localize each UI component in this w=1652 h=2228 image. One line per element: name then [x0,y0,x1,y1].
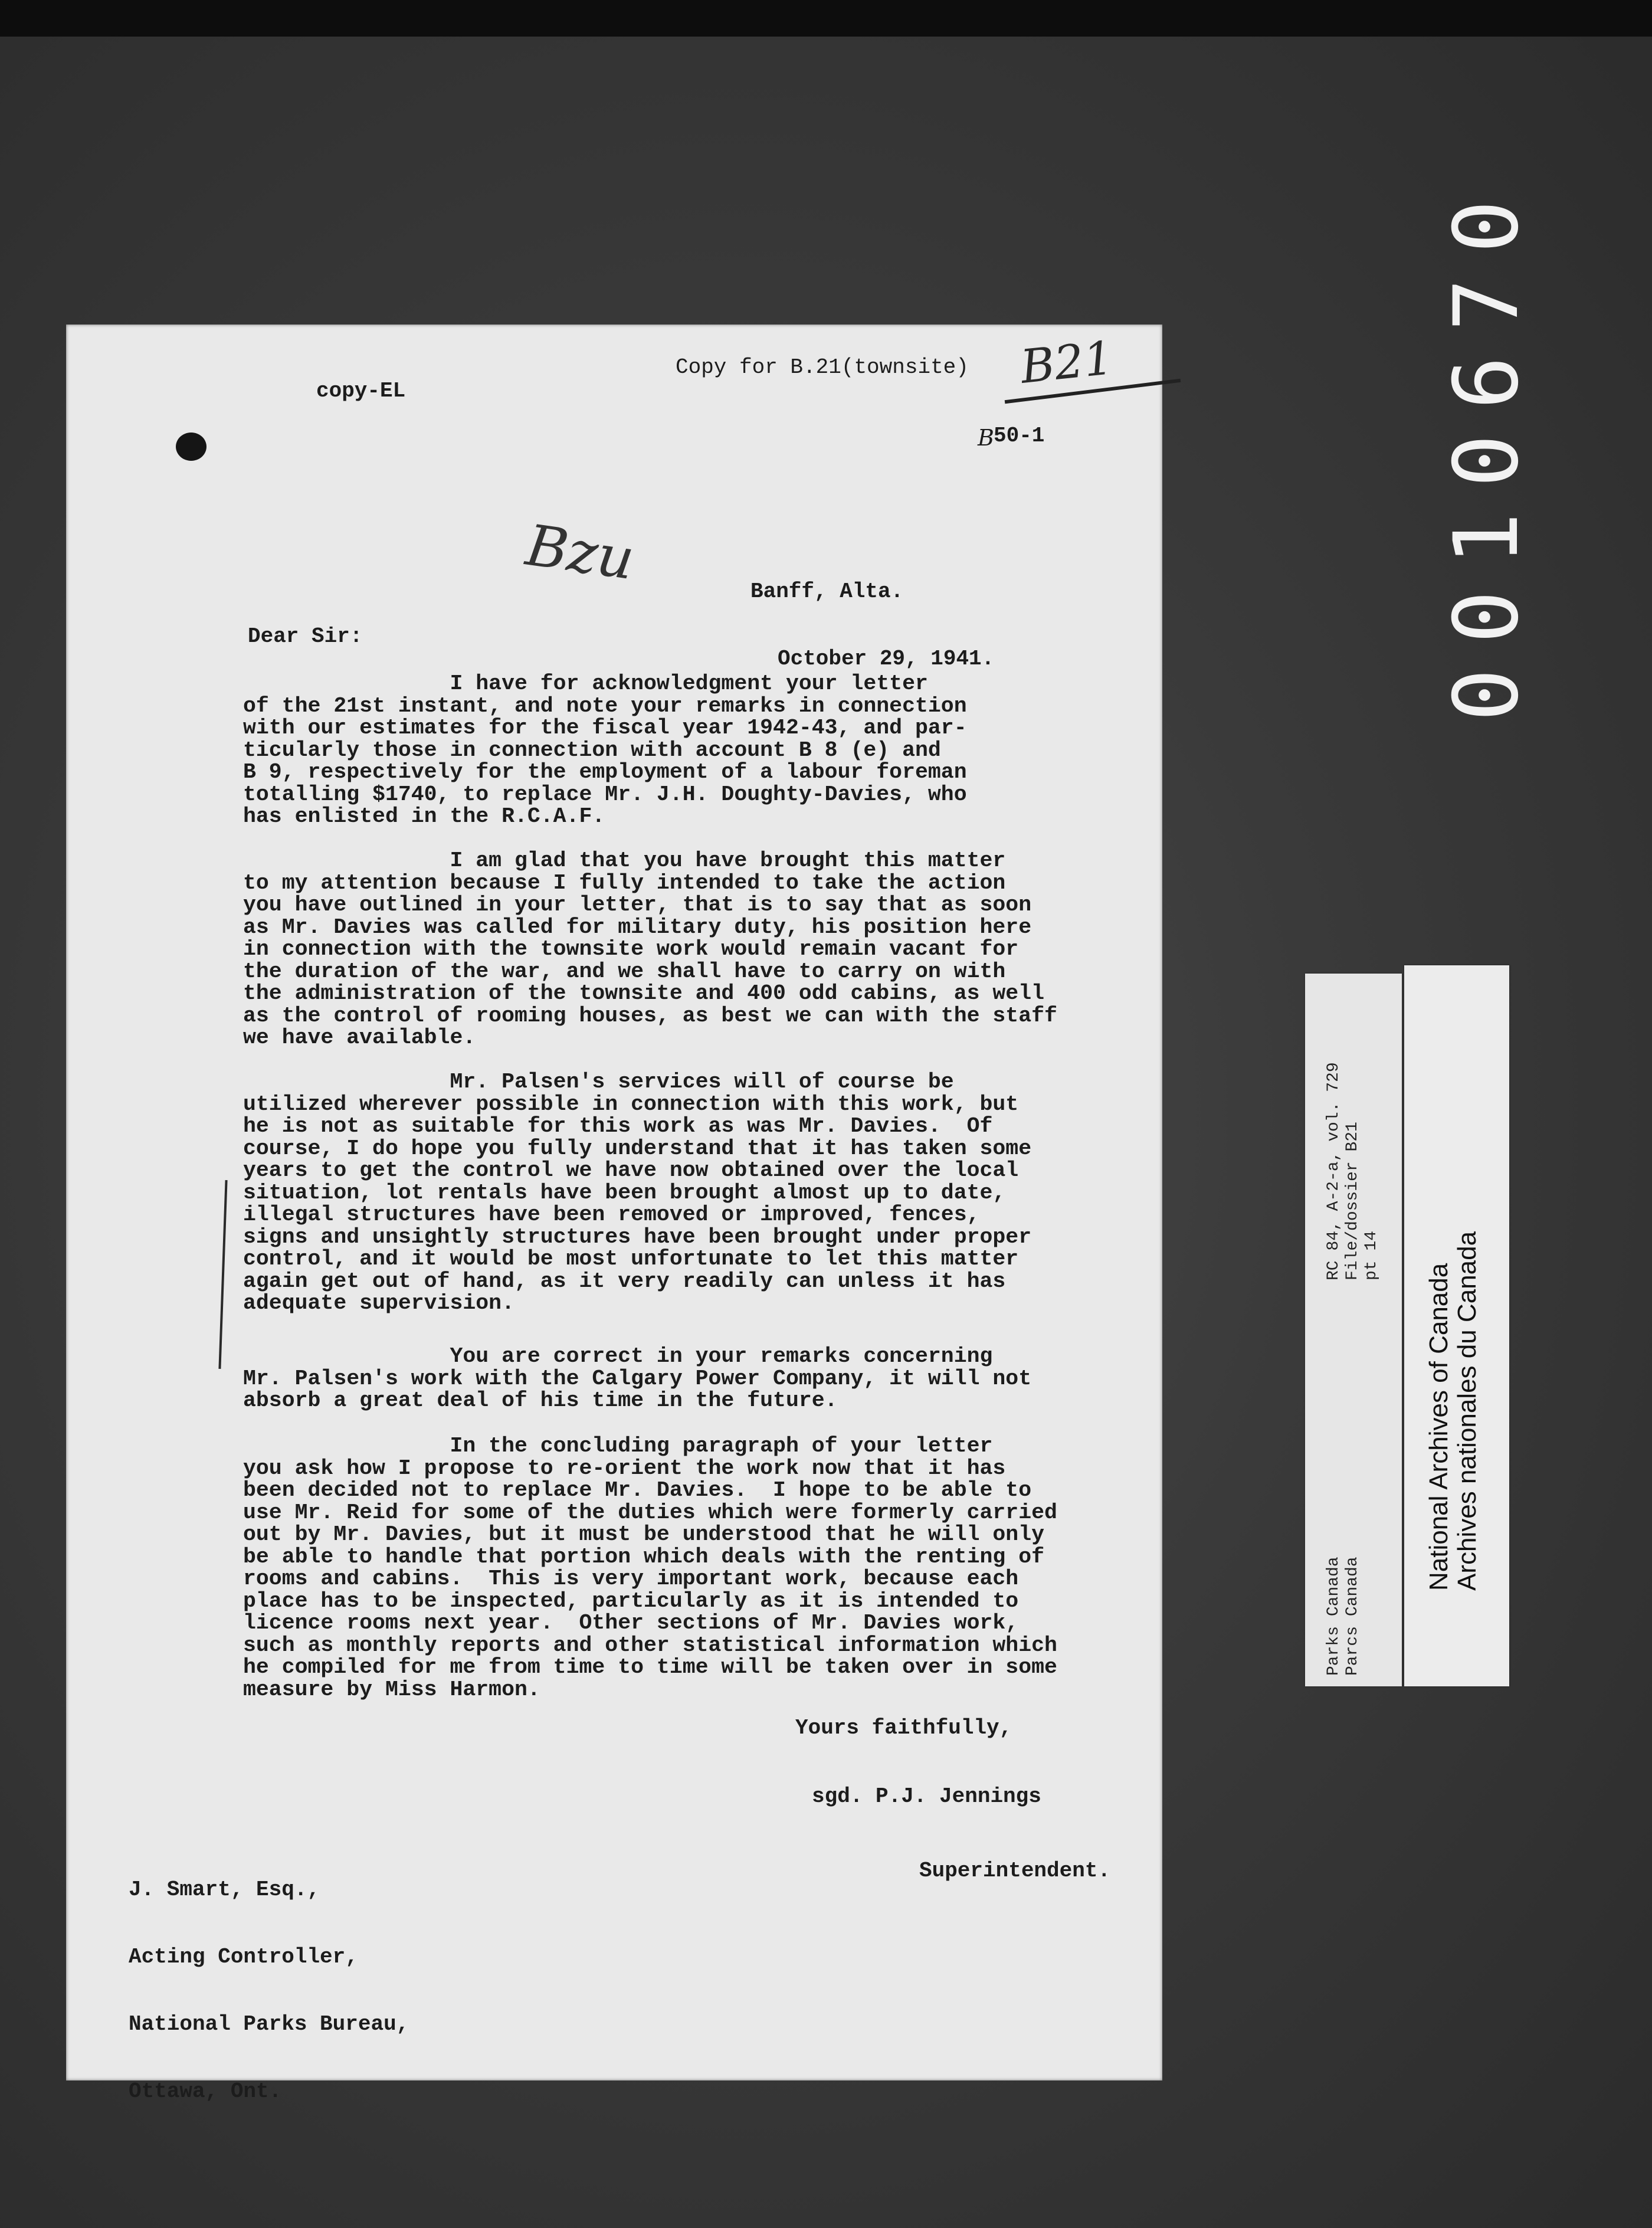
agency-fr: Parcs Canada [1343,1557,1362,1676]
paragraph-2: I am glad that you have brought this matter to my attention because I fully intended to take the action you have outlined in your letter, that is to say that as soon as Mr. Davies was called for military duty, his position here in connection with the townsite work would remain vacant for the duration of the war, and we shall have to carry on with the administration of the townsite and 400 odd cabins, as well as the control of rooming houses, as best we can with the staff we have available. [243,848,1057,1050]
paragraph-1: I have for acknowledgment your letter of the 21st instant, and note your remarks in connection with our estimates for the fiscal year 1942-43, and par- ticularly those in connection with account B 8 (e) and B 9, respectively for the employment of a labour foreman totalling $1740, to replace Mr. J.H. Doughty-Davies, who has enlisted in the R.C.A.F. [243,671,967,828]
agency-en: Parks Canada [1325,1557,1343,1676]
frame-number: 0010670 [1435,175,1538,722]
national-archives-label [1404,965,1509,1686]
closing: Yours faithfully, [795,1716,1012,1740]
recipient-address [129,1834,409,2148]
address-line: National Parks Bureau, [129,2012,409,2036]
archive-reference: RC 84, A-2-a, vol. 729 [1325,1062,1343,1280]
archives-name-en: National Archives of Canada [1424,1263,1453,1591]
signer-title: Superintendent. [919,1859,1111,1883]
paragraph-3: Mr. Palsen's services will of course be utilized wherever possible in connection with this work, but he is not as suitable for this work as was Mr. Davies. Of course, I do hope you fully understand that it has taken some years to get the control we have now obtained over the local situation, lot rentals have been brought almost up to date, illegal structures have been removed or improved, fences, signs and unsightly structures have been brought under proper control, and it would be most unfortunate to let this matter again get out of hand, as it very readily can unless it has adequate supervision. [243,1070,1032,1315]
letter-place: Banff, Alta. [750,579,904,604]
copy-for-note: Copy for B.21(townsite) [676,355,969,379]
paragraph-5: In the concluding paragraph of your letter you ask how I propose to re-orient the work now that it has been decided not to replace Mr. Davies. I hope to be able to use Mr. Reid for some of the duties which were formerly carried out by Mr. Davies, but it must be understood that he will only be able to handle that portion which deals with the renting of rooms and cabins. This is very important work, because each place has to be inspected, particularly as it is intended to licence rooms next year. Other sections of Mr. Davies work, such as monthly reports and other statistical information which he compiled for me from time to time will be taken over in some measure by Miss Harmon. [243,1434,1057,1702]
copy-label: copy-EL [316,379,406,403]
archive-part: pt 14 [1362,1230,1381,1280]
address-line: Ottawa, Ont. [129,2079,282,2104]
letter-date: October 29, 1941. [778,647,995,671]
signature-line: sgd. P.J. Jennings [812,1784,1041,1808]
film-top-edge [0,0,1652,37]
letter-page [66,325,1162,2104]
punch-hole [176,433,206,461]
handwritten-reference: B21 [1018,332,1116,394]
address-line: Acting Controller, [129,1945,358,1969]
archive-reference-label [1305,974,1402,1686]
address-line: J. Smart, Esq., [129,1878,320,1902]
handwritten-file-prefix: B [978,425,994,451]
archives-name-fr: Archives nationales du Canada [1453,1231,1481,1591]
margin-mark [218,1180,227,1369]
archive-file: File/dossier B21 [1343,1122,1362,1280]
salutation: Dear Sir: [248,624,363,648]
handwritten-initials: Bzu [522,512,638,593]
file-reference: 50-1 [994,424,1045,448]
paragraph-4: You are correct in your remarks concerning Mr. Palsen's work with the Calgary Power Company, it will not absorb a great deal of his time in the future. [243,1344,1032,1413]
